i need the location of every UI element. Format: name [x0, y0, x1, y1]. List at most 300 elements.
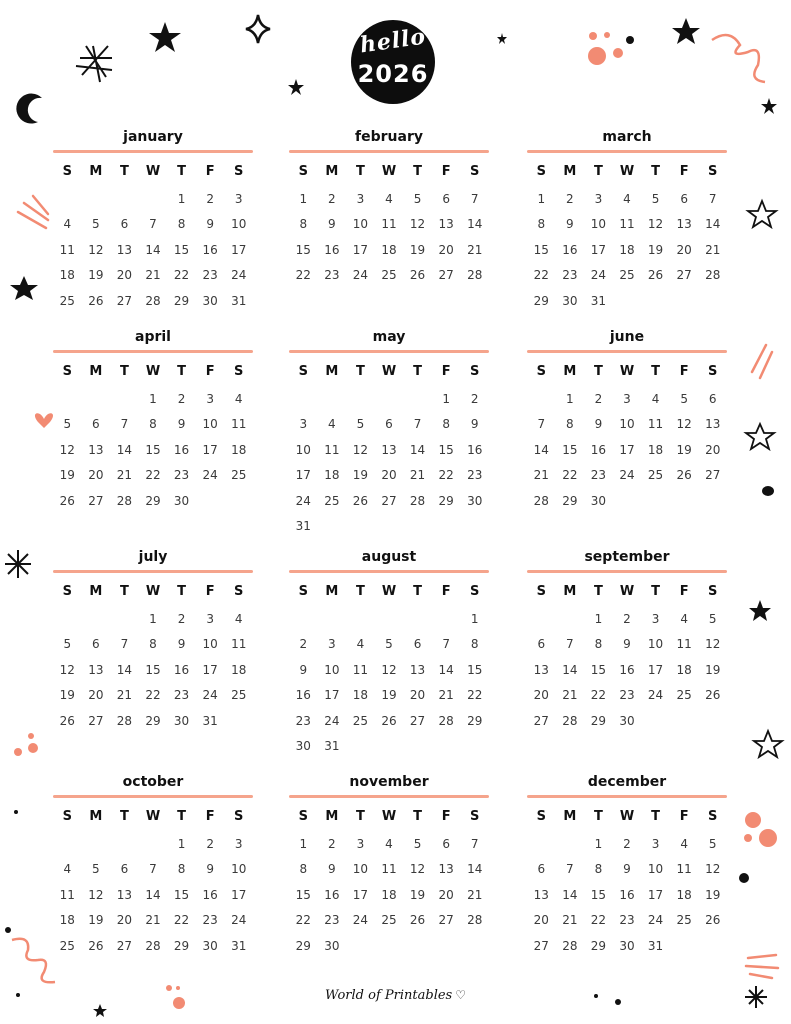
day-cell: 3 [651, 611, 660, 626]
day-cell: 31 [647, 938, 664, 953]
day-cell: 29 [438, 493, 454, 508]
day-cell: 13 [409, 662, 426, 677]
day-cell: 21 [467, 887, 483, 902]
day-cell: 4 [356, 637, 365, 651]
day-cell: 13 [88, 662, 104, 677]
day-cell: 18 [381, 887, 397, 902]
day-cell: 3 [623, 391, 631, 406]
day-cell: 24 [590, 268, 607, 282]
empty-cell [53, 607, 82, 633]
day-cell: 24 [619, 468, 635, 482]
day-cell: 12 [647, 217, 664, 231]
day-cell: 8 [177, 862, 186, 876]
weekday-header: F [441, 584, 451, 599]
day-grid [527, 806, 727, 959]
day-cell: 15 [295, 887, 311, 902]
day-cell: 14 [438, 662, 454, 677]
weekday-header: F [679, 584, 689, 599]
weekday-header: S [298, 584, 308, 599]
day-cell: 2 [206, 836, 214, 851]
day-cell: 1 [299, 836, 308, 851]
empty-cell [375, 607, 404, 633]
dot-icon [739, 873, 749, 883]
day-cell: 28 [116, 713, 133, 728]
day-cell: 10 [231, 862, 247, 876]
day-cell: 24 [352, 268, 369, 282]
day-cell: 15 [145, 662, 161, 677]
month-name: october [122, 774, 184, 790]
day-cell: 29 [562, 493, 578, 508]
month-february [289, 128, 489, 289]
day-cell: 1 [594, 611, 603, 626]
empty-cell [110, 607, 139, 633]
day-cell: 8 [299, 217, 308, 231]
day-cell: 24 [647, 688, 664, 702]
weekday-header: S [298, 164, 308, 179]
month-divider [527, 150, 727, 153]
day-cell: 21 [533, 468, 549, 482]
day-cell: 5 [63, 637, 72, 651]
weekday-header: T [413, 584, 422, 599]
day-cell: 20 [409, 688, 426, 702]
weekday-header: W [145, 364, 161, 379]
day-cell: 2 [328, 191, 336, 206]
day-cell: 21 [145, 913, 161, 927]
weekday-header: M [325, 809, 339, 824]
badge-hello-text: hello [358, 23, 428, 59]
day-cell: 5 [356, 417, 365, 431]
day-cell: 2 [177, 391, 186, 406]
day-cell: 2 [177, 611, 186, 626]
day-cell: 7 [470, 191, 479, 206]
day-cell: 25 [352, 713, 369, 728]
day-cell: 5 [92, 217, 100, 231]
day-cell: 13 [438, 862, 454, 876]
day-cell: 2 [328, 836, 336, 851]
day-cell: 21 [562, 688, 578, 702]
day-cell: 6 [537, 862, 546, 876]
month-divider [289, 795, 489, 798]
day-cell: 14 [116, 442, 133, 457]
day-cell: 29 [295, 938, 311, 953]
day-cell: 27 [533, 938, 549, 953]
day-cell: 6 [120, 862, 129, 876]
month-october [53, 773, 253, 959]
weekday-header: T [119, 364, 129, 379]
month-august [289, 548, 489, 760]
day-cell: 16 [467, 442, 483, 457]
weekday-header: M [563, 809, 577, 824]
dash-lines-icon [18, 196, 48, 228]
day-cell: 28 [705, 268, 721, 282]
day-cell: 20 [116, 268, 133, 282]
day-grid [527, 161, 727, 314]
day-cell: 15 [295, 242, 311, 257]
day-cell: 21 [438, 688, 454, 702]
weekday-header: M [325, 584, 339, 599]
starburst-icon [76, 46, 112, 82]
day-cell: 7 [149, 217, 157, 231]
moon-icon [16, 94, 42, 124]
weekday-header: S [470, 364, 480, 379]
day-cell: 4 [385, 836, 393, 851]
day-cell: 31 [324, 739, 340, 753]
day-cell: 23 [619, 913, 635, 927]
day-cell: 8 [442, 417, 450, 431]
day-cell: 8 [537, 217, 546, 231]
empty-cell [53, 832, 82, 858]
day-cell: 27 [438, 913, 454, 927]
day-cell: 29 [173, 293, 190, 308]
empty-cell [53, 387, 82, 413]
day-cell: 20 [381, 468, 397, 482]
day-cell: 26 [705, 688, 721, 702]
weekday-header: W [381, 584, 397, 599]
day-cell: 21 [116, 468, 133, 482]
day-cell: 28 [438, 713, 454, 728]
day-cell: 13 [676, 217, 692, 231]
day-cell: 5 [413, 191, 422, 206]
day-cell: 26 [59, 713, 75, 728]
day-grid [527, 361, 727, 514]
weekday-header: S [470, 809, 480, 824]
weekday-header: W [381, 364, 397, 379]
empty-cell [527, 607, 556, 633]
day-cell: 10 [647, 637, 664, 651]
day-cell: 30 [590, 493, 607, 508]
empty-cell [139, 187, 168, 213]
star-outline-icon [748, 201, 776, 227]
weekday-header: S [536, 164, 546, 179]
day-cell: 20 [676, 242, 692, 257]
day-cell: 3 [328, 637, 336, 651]
day-cell: 28 [145, 293, 161, 308]
weekday-header: S [234, 584, 244, 599]
day-cell: 11 [647, 417, 664, 431]
day-cell: 14 [467, 862, 483, 876]
month-july [53, 548, 253, 734]
day-cell: 22 [173, 268, 190, 282]
day-cell: 13 [381, 442, 397, 457]
star-icon [749, 600, 771, 621]
day-cell: 13 [116, 887, 133, 902]
empty-cell [318, 607, 347, 633]
day-cell: 9 [594, 417, 603, 431]
day-cell: 4 [234, 391, 243, 406]
day-cell: 4 [328, 417, 336, 431]
day-cell: 29 [590, 713, 607, 728]
day-cell: 30 [202, 938, 218, 953]
month-september [527, 548, 727, 734]
month-january [53, 128, 253, 314]
day-cell: 16 [173, 442, 190, 457]
month-november [289, 773, 489, 959]
weekday-header: M [563, 164, 577, 179]
day-cell: 18 [647, 442, 664, 457]
day-cell: 26 [59, 493, 75, 508]
day-cell: 27 [381, 493, 397, 508]
day-cell: 2 [594, 391, 603, 406]
day-cell: 3 [594, 191, 603, 206]
weekday-header: T [593, 364, 603, 379]
day-cell: 9 [623, 637, 631, 651]
day-cell: 3 [356, 191, 365, 206]
weekday-header: W [381, 164, 397, 179]
day-cell: 6 [413, 637, 422, 651]
day-cell: 29 [467, 713, 483, 728]
day-cell: 19 [409, 887, 426, 902]
day-cell: 22 [145, 688, 161, 702]
day-cell: 23 [173, 688, 190, 702]
day-cell: 29 [145, 493, 161, 508]
day-cell: 6 [442, 191, 450, 206]
day-cell: 18 [324, 468, 340, 482]
month-divider [53, 350, 253, 353]
weekday-header: T [177, 809, 186, 824]
empty-cell [403, 387, 432, 413]
day-cell: 15 [438, 442, 454, 457]
month-divider [53, 795, 253, 798]
day-cell: 29 [533, 293, 549, 308]
weekday-header: W [619, 809, 635, 824]
day-grid [289, 581, 489, 760]
weekday-header: T [119, 809, 129, 824]
day-cell: 26 [676, 468, 692, 482]
day-cell: 23 [202, 913, 218, 927]
day-cell: 8 [177, 217, 186, 231]
empty-cell [110, 387, 139, 413]
day-cell: 17 [202, 662, 218, 677]
day-cell: 11 [381, 862, 397, 876]
day-cell: 7 [470, 836, 479, 851]
month-divider [289, 350, 489, 353]
month-divider [289, 150, 489, 153]
weekday-header: F [679, 164, 689, 179]
weekday-header: F [441, 364, 451, 379]
weekday-header: T [355, 809, 365, 824]
day-cell: 14 [705, 217, 721, 231]
day-cell: 5 [92, 862, 100, 876]
month-name: september [584, 549, 670, 565]
day-grid [289, 161, 489, 289]
hello-year-badge [345, 14, 445, 106]
day-cell: 24 [352, 913, 369, 927]
day-cell: 20 [88, 688, 104, 702]
month-may [289, 328, 489, 540]
day-cell: 14 [467, 217, 483, 231]
day-cell: 17 [352, 887, 369, 902]
day-cell: 19 [705, 662, 721, 677]
day-grid [53, 361, 253, 514]
day-cell: 28 [533, 493, 549, 508]
day-cell: 4 [63, 217, 72, 231]
day-cell: 13 [88, 442, 104, 457]
day-cell: 21 [467, 242, 483, 257]
day-cell: 5 [63, 417, 72, 431]
month-name: february [355, 129, 423, 145]
day-cell: 10 [619, 417, 635, 431]
brand-name: World of Printables [325, 988, 453, 1003]
day-cell: 20 [438, 242, 454, 257]
month-divider [53, 570, 253, 573]
day-cell: 13 [533, 887, 549, 902]
day-cell: 20 [705, 442, 721, 457]
day-cell: 4 [680, 611, 688, 626]
day-cell: 11 [59, 887, 75, 902]
day-cell: 8 [149, 417, 157, 431]
weekday-header: T [593, 164, 603, 179]
day-cell: 5 [651, 191, 660, 206]
day-cell: 14 [533, 442, 549, 457]
weekday-header: F [205, 584, 215, 599]
day-cell: 4 [385, 191, 393, 206]
day-cell: 30 [295, 739, 311, 753]
day-cell: 31 [231, 293, 247, 308]
day-cell: 22 [295, 268, 311, 282]
weekday-header: S [536, 809, 546, 824]
month-name: august [361, 549, 417, 565]
day-cell: 2 [623, 836, 631, 851]
day-cell: 17 [647, 662, 664, 677]
dot-icon [14, 810, 18, 814]
weekday-header: F [441, 164, 451, 179]
day-cell: 24 [231, 268, 247, 282]
day-cell: 2 [470, 391, 479, 406]
star-icon [672, 18, 700, 44]
weekday-header: S [234, 364, 244, 379]
day-cell: 13 [116, 242, 133, 257]
month-divider [53, 150, 253, 153]
day-cell: 14 [562, 887, 578, 902]
day-cell: 9 [470, 417, 479, 431]
day-cell: 23 [619, 688, 635, 702]
day-cell: 23 [295, 713, 311, 728]
day-cell: 3 [206, 391, 214, 406]
weekday-header: M [325, 364, 339, 379]
day-cell: 27 [533, 713, 549, 728]
day-cell: 15 [533, 242, 549, 257]
day-cell: 30 [467, 493, 483, 508]
day-cell: 13 [438, 217, 454, 231]
weekday-header: S [62, 364, 72, 379]
empty-cell [82, 387, 111, 413]
day-cell: 28 [145, 938, 161, 953]
day-cell: 19 [676, 442, 692, 457]
day-grid [289, 806, 489, 959]
day-cell: 24 [202, 468, 218, 482]
empty-cell [375, 387, 404, 413]
day-cell: 19 [647, 242, 664, 257]
dot-icon [5, 927, 11, 933]
weekday-header: S [62, 809, 72, 824]
day-cell: 10 [352, 862, 369, 876]
day-cell: 16 [324, 887, 340, 902]
weekday-header: S [536, 364, 546, 379]
day-cell: 3 [651, 836, 660, 851]
empty-cell [527, 832, 556, 858]
day-cell: 24 [295, 493, 311, 508]
day-cell: 18 [676, 662, 692, 677]
day-cell: 14 [145, 242, 161, 257]
day-cell: 17 [202, 442, 218, 457]
day-cell: 15 [590, 662, 607, 677]
day-cell: 23 [324, 268, 340, 282]
weekday-header: T [413, 809, 422, 824]
empty-cell [556, 832, 585, 858]
weekday-header: F [441, 809, 451, 824]
weekday-header: F [679, 364, 689, 379]
day-cell: 19 [705, 887, 721, 902]
month-name: june [609, 329, 645, 345]
weekday-header: T [651, 164, 660, 179]
day-grid [527, 581, 727, 734]
day-cell: 23 [467, 468, 483, 482]
day-cell: 19 [88, 268, 104, 282]
day-cell: 27 [88, 493, 104, 508]
day-cell: 11 [619, 217, 635, 231]
day-cell: 1 [149, 391, 157, 406]
day-cell: 9 [177, 417, 186, 431]
day-cell: 24 [231, 913, 247, 927]
weekday-header: M [325, 164, 339, 179]
empty-cell [82, 607, 111, 633]
day-cell: 25 [647, 468, 664, 482]
day-cell: 28 [562, 713, 578, 728]
day-cell: 6 [92, 417, 100, 431]
day-cell: 9 [206, 217, 214, 231]
day-cell: 1 [594, 836, 603, 851]
day-cell: 12 [88, 242, 104, 257]
empty-cell [110, 832, 139, 858]
day-cell: 26 [647, 268, 664, 282]
weekday-header: W [145, 584, 161, 599]
sparkle-icon [246, 15, 270, 43]
weekday-header: F [205, 364, 215, 379]
weekday-header: T [355, 364, 365, 379]
day-cell: 8 [594, 637, 603, 651]
weekday-header: F [205, 809, 215, 824]
day-cell: 16 [173, 662, 190, 677]
month-june [527, 328, 727, 514]
empty-cell [432, 607, 461, 633]
day-cell: 28 [409, 493, 426, 508]
empty-cell [82, 832, 111, 858]
day-cell: 26 [381, 713, 397, 728]
day-cell: 6 [120, 217, 129, 231]
heart-outline-icon: ♡ [455, 988, 466, 1002]
weekday-header: S [62, 584, 72, 599]
day-cell: 12 [352, 442, 369, 457]
weekday-header: W [619, 584, 635, 599]
day-cell: 8 [299, 862, 308, 876]
day-cell: 1 [537, 191, 546, 206]
weekday-header: S [234, 164, 244, 179]
day-cell: 2 [623, 611, 631, 626]
day-cell: 16 [295, 688, 311, 702]
day-cell: 24 [202, 688, 218, 702]
day-cell: 25 [231, 468, 247, 482]
month-divider [527, 350, 727, 353]
day-cell: 31 [295, 519, 311, 533]
empty-cell [403, 607, 432, 633]
weekday-header: S [470, 164, 480, 179]
day-cell: 16 [619, 662, 635, 677]
day-cell: 2 [566, 191, 574, 206]
day-cell: 4 [234, 611, 243, 626]
day-cell: 8 [566, 417, 574, 431]
day-cell: 10 [202, 637, 218, 651]
day-cell: 24 [647, 913, 664, 927]
